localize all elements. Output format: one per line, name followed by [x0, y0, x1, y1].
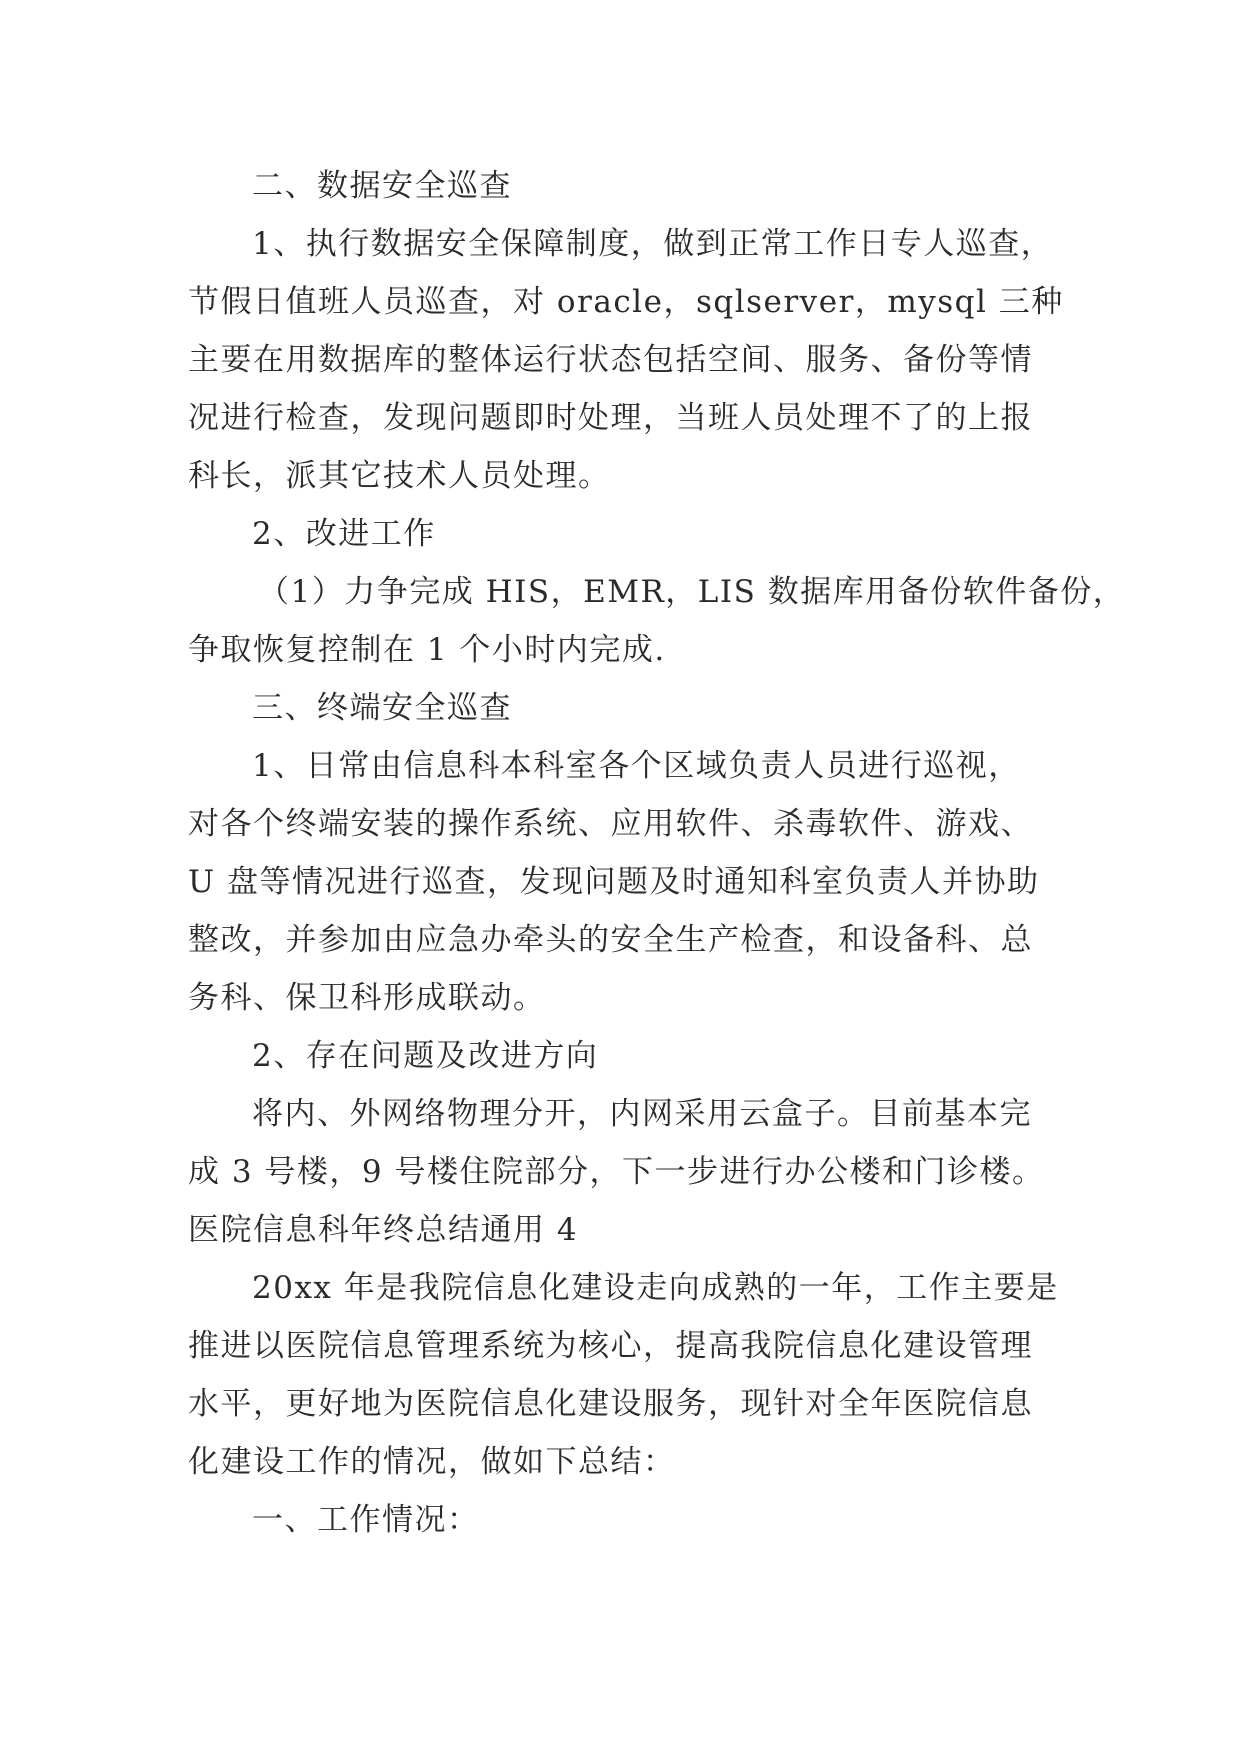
paragraph-line: 主要在用数据库的整体运行状态包括空间、服务、备份等情 [188, 342, 1033, 378]
paragraph-line: 整改，并参加由应急办牵头的安全生产检查，和设备科、总 [188, 922, 1033, 958]
paragraph-line: 节假日值班人员巡查，对 oracle，sqlserver，mysql 三种 [188, 284, 1064, 320]
paragraph-line: 1、执行数据安全保障制度，做到正常工作日专人巡查， [252, 226, 1054, 262]
paragraph-line: 争取恢复控制在 1 个小时内完成. [188, 632, 666, 668]
paragraph-line: 科长，派其它技术人员处理。 [188, 458, 611, 494]
paragraph-line: U 盘等情况进行巡查，发现问题及时通知科室负责人并协助 [188, 864, 1040, 900]
paragraph-line: 推进以医院信息管理系统为核心，提高我院信息化建设管理 [188, 1328, 1033, 1364]
document-title: 医院信息科年终总结通用 4 [188, 1212, 579, 1248]
paragraph-line: 对各个终端安装的操作系统、应用软件、杀毒软件、游戏、 [188, 806, 1033, 842]
section-heading-terminal-security: 三、终端安全巡查 [252, 690, 512, 726]
subheading-problems: 2、存在问题及改进方向 [252, 1038, 599, 1074]
paragraph-line: 化建设工作的情况，做如下总结： [188, 1444, 676, 1480]
paragraph-line: 水平，更好地为医院信息化建设服务，现针对全年医院信息 [188, 1386, 1033, 1422]
paragraph-line: （1）力争完成 HIS，EMR，LIS 数据库用备份软件备份， [258, 574, 1126, 610]
section-heading-data-security: 二、数据安全巡查 [252, 168, 512, 204]
paragraph-line: 1、日常由信息科本科室各个区域负责人员进行巡视， [252, 748, 1021, 784]
paragraph-line: 成 3 号楼，9 号楼住院部分，下一步进行办公楼和门诊楼。 [188, 1154, 1045, 1190]
section-heading-work-status: 一、工作情况： [252, 1502, 480, 1538]
paragraph-line: 务科、保卫科形成联动。 [188, 980, 546, 1016]
paragraph-line: 将内、外网络物理分开，内网采用云盒子。目前基本完 [252, 1096, 1032, 1132]
paragraph-line: 况进行检查，发现问题即时处理，当班人员处理不了的上报 [188, 400, 1033, 436]
paragraph-line: 20xx 年是我院信息化建设走向成熟的一年，工作主要是 [252, 1270, 1059, 1306]
subheading-improvement: 2、改进工作 [252, 516, 436, 552]
